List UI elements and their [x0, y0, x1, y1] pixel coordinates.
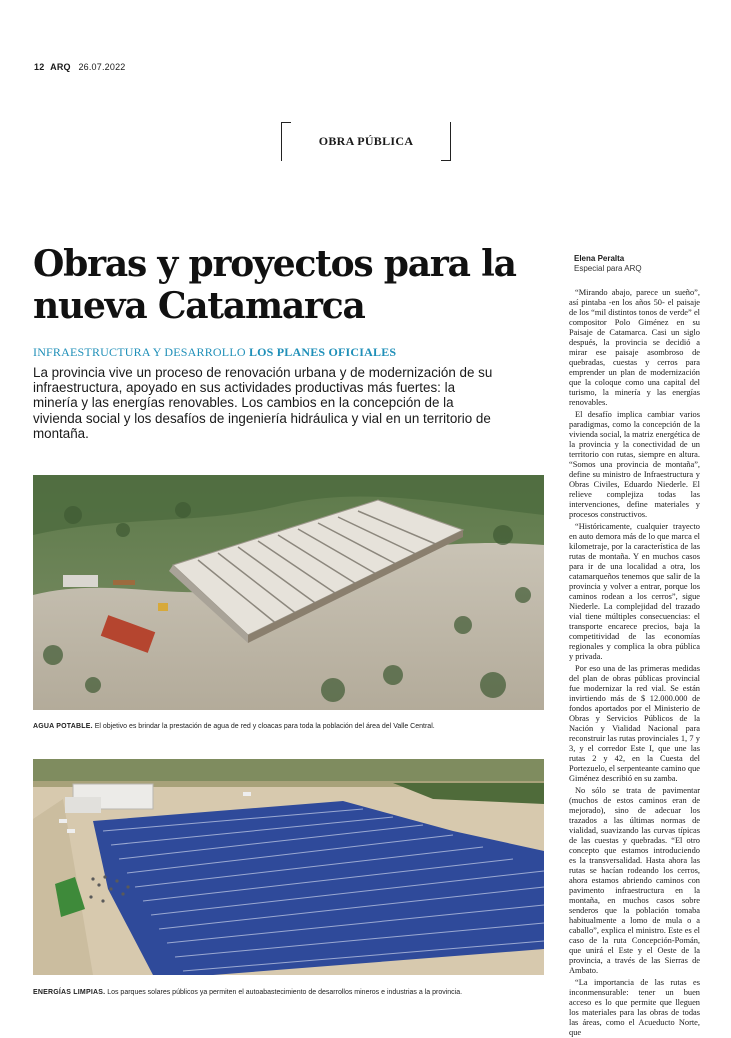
photo1-caption-lead: AGUA POTABLE.: [33, 723, 93, 730]
publication-date: 26.07.2022: [78, 62, 126, 72]
body-paragraph: No sólo se trata de pavimentar (muchos de estos caminos eran de mejorado), sino de adecuar los trazados a las últimas normas de vialidad, suavizando las curvas típicas de las cuestas y quebradas. “El otro concepto que estamos introduciendo es la transversalidad. Hasta ahora las rutas se hacían rodeando los cerros, ahora estamos abriendo caminos con pavimento infraestructura en la montaña, en muchos casos sobre senderos que la población tomaba habitualmente a lomo de mula o a caballo”, explica el ministro. Este es el caso de la ruta Concepción-Pomán, que unirá el Este y el Oeste de la provincia, a través de las Sierras de Ambato.: [569, 786, 700, 975]
body-paragraph: “Mirando abajo, parece un sueño”, así pintaba -en los años 50- el paisaje de los “mil distintos tonos de verde” el compositor Polo Giménez en su Paisaje de Catamarca. Casi un siglo después, la provincia se decidió a mirar ese paisaje asombroso de quebradas, cuestas y cerros para emprender un plan de modernización que la coloque como una capital del turismo, la minería y las energías renovables.: [569, 288, 700, 407]
body-paragraph: “La importancia de las rutas es inconmensurable: tener un buen acceso es lo que permite que lleguen los materiales para las obras de todas las áreas, como el Acueducto Norte, que: [569, 978, 700, 1037]
body-paragraph: El desafío implica cambiar varios paradigmas, como la concepción de la vivienda social, la matriz energética de la provincia y la conectividad de un territorio con rutas, siempre en altura. “Somos una provincia de montaña”, define su ministro de Infraestructura y Obras Civiles, Eduardo Niederle. El relieve complejiza todas las intervenciones, define materiales y procesos constructivos.: [569, 410, 700, 519]
kicker-label: OBRA PÚBLICA: [318, 134, 414, 148]
photo2-caption-text: Los parques solares públicos ya permiten el autoabastecimiento de desarrollos mineros e industrias a la provincia.: [107, 989, 463, 996]
solar-park-photo: [33, 759, 544, 975]
deck-summary: La provincia vive un proceso de renovación urbana y de modernización de su infraestructura, apoyado en sus actividades productivas más fuertes: la minería y las energías renovables. Los cambios en la concepción de la vivienda social y los desafíos de ingeniería hidráulica y vial en un territorio de montaña.: [33, 365, 493, 441]
author-role: Especial para ARQ: [574, 264, 642, 273]
subkicker-topic: INFRAESTRUCTURA Y DESARROLLO: [33, 345, 246, 359]
author-name: Elena Peralta: [574, 254, 625, 263]
photo1-caption-text: El objetivo es brindar la prestación de agua de red y cloacas para toda la población del área del Valle Central.: [94, 723, 435, 730]
photo2-caption-lead: ENERGÍAS LIMPIAS.: [33, 989, 106, 996]
page-folio: [34, 62, 125, 72]
subkicker-emphasis: LOS PLANES OFICIALES: [248, 345, 397, 359]
body-paragraph: “Históricamente, cualquier trayecto en auto demora más de lo que marca el kilometraje, por la característica de las rutas de montaña. Y en muchos casos para ir de una localidad a otra, los catamarqueños tenemos que salir de la provincia y volver a entrar, porque los caminos rodean a los cerros”, sigue Niederle. La complejidad del trazado vial tiene múltiples consecuencias: el transporte encarece precios, baja la competitividad de las economías regionales y complica la obra pública y privada.: [569, 522, 700, 661]
headline: Obras y proyectos para la nueva Catamarca: [33, 243, 516, 327]
section-kicker: [281, 122, 451, 161]
water-plant-illustration: [33, 475, 544, 710]
page-number: 12: [34, 62, 45, 72]
subkicker: [33, 345, 396, 360]
solar-park-illustration: [33, 759, 544, 975]
article-body: [569, 288, 700, 1037]
photo2-caption: [33, 988, 462, 997]
photo1-caption: [33, 722, 435, 731]
water-treatment-plant-photo: [33, 475, 544, 710]
body-paragraph: Por eso una de las primeras medidas del plan de obras públicas provincial fue modernizar la red vial. Se están invirtiendo más de $ 12.000.000 de fondos aportados por el Ministerio de Obras y Servicios Públicos de la Nación y Vialidad Nacional para reconstruir las rutas provinciales 1, 7 y 3, y el corredor Este I, que une las rutas 2 y 42, en la Cuesta del Portezuelo, el serpenteante camino que Giménez describió en su zamba.: [569, 664, 700, 783]
section-name: ARQ: [50, 62, 71, 72]
byline: [574, 254, 642, 273]
